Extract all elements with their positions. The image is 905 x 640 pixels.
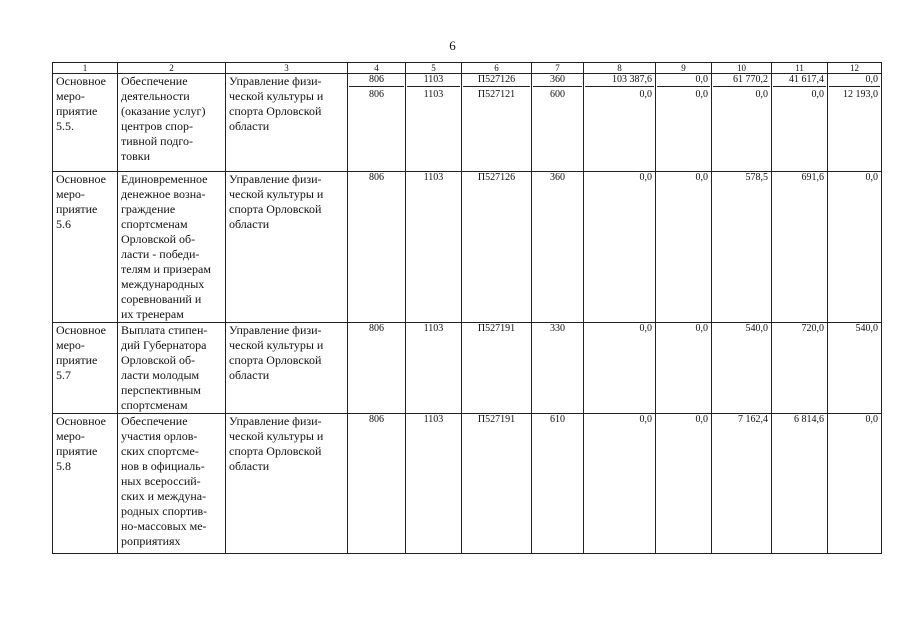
value-cell	[712, 74, 772, 172]
cell-value: 806	[369, 172, 384, 183]
value-cell	[656, 414, 712, 554]
cell-text-line: ласти молодым	[121, 368, 200, 382]
cell-value: 1103	[423, 414, 444, 425]
cell-value: 610	[550, 414, 565, 425]
value-cell	[772, 323, 828, 414]
cell-text-line: области	[229, 368, 270, 382]
cell-text-line: дий Губернатора	[121, 338, 207, 352]
cell-value: 0,0	[639, 89, 652, 100]
cell-text-line: меро-	[56, 89, 85, 103]
executor-cell	[226, 414, 348, 554]
cell-value: 41 617,4	[773, 74, 826, 87]
cell-text-line: ческой культуры и	[229, 338, 324, 352]
cell-text-line: тивной подго-	[121, 134, 193, 148]
value-cell	[712, 414, 772, 554]
cell-text-line: приятие	[56, 104, 98, 118]
measure-name-cell	[118, 172, 226, 323]
cell-text-line: спортсменам	[121, 217, 188, 231]
measure-name-cell	[118, 74, 226, 172]
value-cell	[532, 414, 584, 554]
cell-value: 0,0	[811, 89, 824, 100]
value-cell	[348, 74, 406, 172]
cell-text-line: 5.7	[56, 368, 71, 382]
executor-cell	[226, 74, 348, 172]
cell-value: 806	[369, 323, 384, 334]
value-cell	[772, 172, 828, 323]
value-cell	[712, 172, 772, 323]
column-header: 9	[656, 63, 712, 74]
cell-text-line: телям и призерам	[121, 262, 211, 276]
cell-value: 540,0	[855, 323, 878, 334]
cell-text-line: области	[229, 217, 270, 231]
measure-number-cell	[53, 172, 118, 323]
cell-value: 1103	[423, 89, 444, 100]
cell-value: 0,0	[695, 323, 708, 334]
cell-text-line: Орловской об-	[121, 232, 196, 246]
cell-text-line: Обеспечение	[121, 414, 188, 428]
cell-text-line: но-массовых ме-	[121, 519, 207, 533]
column-header: 11	[772, 63, 828, 74]
cell-text-line: меро-	[56, 429, 85, 443]
value-cell	[532, 74, 584, 172]
cell-value: 0,0	[639, 172, 652, 183]
cell-text-line: Единовременное	[121, 172, 208, 186]
cell-text-line: меро-	[56, 187, 85, 201]
value-cell	[348, 323, 406, 414]
executor-cell	[226, 172, 348, 323]
cell-text-line: Управление физи-	[229, 323, 322, 337]
cell-value: 806	[349, 74, 404, 87]
value-cell	[712, 323, 772, 414]
cell-text-line: Обеспечение	[121, 74, 188, 88]
value-cell	[828, 74, 882, 172]
value-cell	[772, 414, 828, 554]
cell-text-line: ческой культуры и	[229, 89, 324, 103]
cell-value: П527126	[463, 74, 530, 87]
cell-text-line: спорта Орловской	[229, 104, 322, 118]
value-cell	[584, 172, 656, 323]
cell-text-line: спортсменам	[121, 398, 188, 412]
table-row	[53, 172, 882, 323]
table-body	[53, 63, 882, 554]
table-row	[53, 323, 882, 414]
cell-value: 578,5	[745, 172, 768, 183]
value-cell	[406, 323, 462, 414]
value-cell	[656, 172, 712, 323]
cell-value: 360	[550, 172, 565, 183]
cell-text-line: Основное	[56, 74, 106, 88]
cell-text-line: приятие	[56, 444, 98, 458]
executor-cell	[226, 323, 348, 414]
value-cell	[406, 74, 462, 172]
table-row	[53, 74, 882, 172]
value-cell	[584, 414, 656, 554]
value-cell	[462, 323, 532, 414]
value-cell	[462, 74, 532, 172]
cell-text-line: ческой культуры и	[229, 187, 324, 201]
value-cell	[828, 414, 882, 554]
value-cell	[406, 414, 462, 554]
cell-value: 0,0	[755, 89, 768, 100]
cell-text-line: роприятиях	[121, 534, 181, 548]
cell-text-line: Основное	[56, 323, 106, 337]
value-cell	[828, 172, 882, 323]
cell-text-line: международных	[121, 277, 205, 291]
cell-text-line: спорта Орловской	[229, 353, 322, 367]
cell-text-line: (оказание услуг)	[121, 104, 206, 118]
cell-text-line: товки	[121, 149, 151, 163]
cell-text-line: ских спортсме-	[121, 444, 199, 458]
cell-value: 360	[533, 74, 582, 87]
cell-value: 806	[369, 414, 384, 425]
cell-text-line: Управление физи-	[229, 172, 322, 186]
cell-text-line: участия орлов-	[121, 429, 198, 443]
value-cell	[828, 323, 882, 414]
cell-text-line: ласти - победи-	[121, 247, 200, 261]
value-cell	[584, 74, 656, 172]
value-cell	[348, 172, 406, 323]
cell-value: 0,0	[695, 89, 708, 100]
cell-value: 103 387,6	[585, 74, 654, 87]
cell-text-line: центров спор-	[121, 119, 193, 133]
cell-value: 0,0	[639, 414, 652, 425]
value-cell	[656, 74, 712, 172]
cell-value: 720,0	[801, 323, 824, 334]
cell-text-line: соревнований и	[121, 292, 202, 306]
cell-text-line: 5.6	[56, 217, 71, 231]
cell-value: 600	[550, 89, 565, 100]
cell-text-line: меро-	[56, 338, 85, 352]
cell-value: 61 770,2	[713, 74, 770, 87]
cell-value: 0,0	[695, 414, 708, 425]
cell-text-line: их тренерам	[121, 307, 184, 321]
measure-number-cell	[53, 323, 118, 414]
column-header: 4	[348, 63, 406, 74]
column-header: 12	[828, 63, 882, 74]
value-cell	[348, 414, 406, 554]
measure-number-cell	[53, 74, 118, 172]
cell-value: 7 162,4	[738, 414, 768, 425]
cell-text-line: денежное возна-	[121, 187, 206, 201]
cell-value: П527121	[477, 89, 516, 100]
cell-text-line: Выплата стипен-	[121, 323, 208, 337]
value-cell	[406, 172, 462, 323]
table-row	[53, 414, 882, 554]
cell-text-line: перспективным	[121, 383, 201, 397]
value-cell	[656, 323, 712, 414]
column-header: 7	[532, 63, 584, 74]
cell-value: 6 814,6	[794, 414, 824, 425]
cell-text-line: Основное	[56, 172, 106, 186]
cell-text-line: деятельности	[121, 89, 190, 103]
cell-value: 0,0	[695, 172, 708, 183]
cell-text-line: ческой культуры и	[229, 429, 324, 443]
cell-value: 1103	[423, 323, 444, 334]
cell-value: 330	[550, 323, 565, 334]
header-row	[53, 63, 882, 74]
cell-value: П527191	[477, 414, 516, 425]
cell-text-line: Управление физи-	[229, 414, 322, 428]
cell-text-line: ных всероссий-	[121, 474, 201, 488]
value-cell	[462, 414, 532, 554]
cell-value: 0,0	[829, 74, 880, 87]
cell-value: 12 193,0	[843, 89, 878, 100]
column-header: 2	[118, 63, 226, 74]
value-cell	[584, 323, 656, 414]
column-header: 5	[406, 63, 462, 74]
measure-name-cell	[118, 414, 226, 554]
cell-value: 0,0	[639, 323, 652, 334]
column-header: 6	[462, 63, 532, 74]
cell-text-line: родных спортив-	[121, 504, 208, 518]
cell-text-line: области	[229, 459, 270, 473]
cell-value: П527126	[477, 172, 516, 183]
cell-text-line: 5.8	[56, 459, 71, 473]
cell-text-line: области	[229, 119, 270, 133]
cell-text-line: ских и междуна-	[121, 489, 207, 503]
column-header: 8	[584, 63, 656, 74]
cell-value: 0,0	[865, 172, 878, 183]
cell-text-line: Орловской об-	[121, 353, 196, 367]
cell-value: 1103	[423, 172, 444, 183]
cell-text-line: Управление физи-	[229, 74, 322, 88]
cell-text-line: Основное	[56, 414, 106, 428]
cell-value: 0,0	[865, 414, 878, 425]
measure-name-cell	[118, 323, 226, 414]
page-number: 6	[449, 38, 456, 53]
cell-text-line: нов в официаль-	[121, 459, 205, 473]
budget-table	[52, 62, 882, 554]
cell-text-line: спорта Орловской	[229, 202, 322, 216]
cell-text-line: 5.5.	[56, 119, 74, 133]
column-header: 3	[226, 63, 348, 74]
cell-value: 0,0	[657, 74, 710, 87]
value-cell	[532, 172, 584, 323]
measure-number-cell	[53, 414, 118, 554]
cell-text-line: приятие	[56, 202, 98, 216]
cell-value: 540,0	[745, 323, 768, 334]
cell-value: 1103	[407, 74, 460, 87]
cell-value: П527191	[477, 323, 516, 334]
cell-text-line: приятие	[56, 353, 98, 367]
column-header: 10	[712, 63, 772, 74]
value-cell	[532, 323, 584, 414]
column-header: 1	[53, 63, 118, 74]
value-cell	[462, 172, 532, 323]
cell-value: 806	[369, 89, 384, 100]
cell-text-line: спорта Орловской	[229, 444, 322, 458]
cell-text-line: граждение	[121, 202, 176, 216]
value-cell	[772, 74, 828, 172]
cell-value: 691,6	[801, 172, 824, 183]
